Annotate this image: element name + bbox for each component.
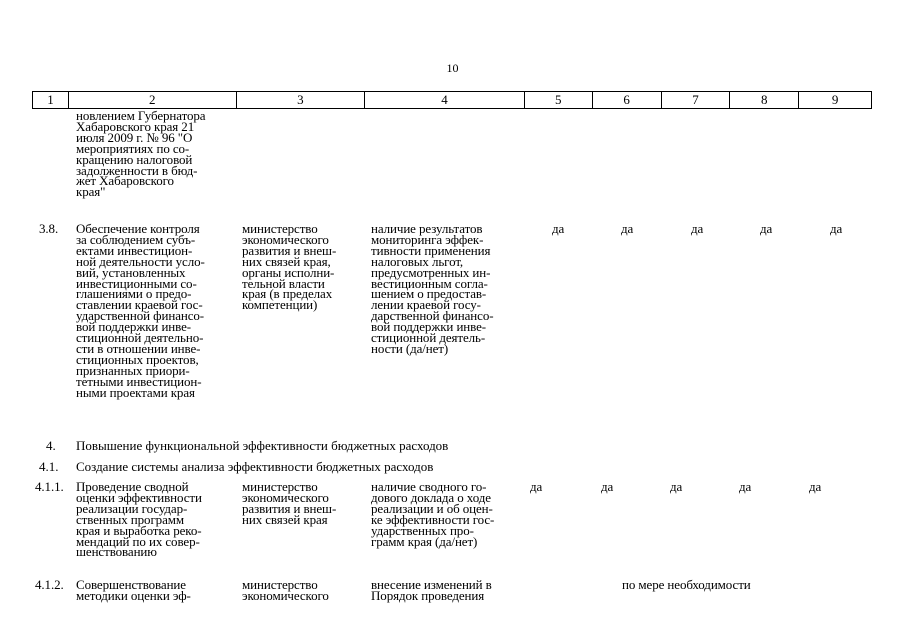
- row-4-1-1-responsible: министерство экономического развития и внеш- них связей края: [242, 479, 337, 527]
- row-3-8-description: Обеспечение контроля за соблюдением субъ- ектами инвестицион- ной деятельности усло- вий, установленных инвестиционными со- глашениями о предо- ставлении краевой гос- ударственной финансо- вой поддержки инве- стиционной деятельно- сти в отношении инве- стиционных проектов, признанных приори- тетными инвестицион- ными проектами края: [76, 221, 205, 400]
- row-4-1-2-span-note: по мере необходимости: [622, 577, 751, 592]
- header-col-8: 8: [730, 92, 799, 108]
- row-4-1-2-indicator: внесение изменений в Порядок проведения: [371, 577, 492, 603]
- row-3-8-value-col5: да: [552, 221, 565, 236]
- continued-row-description: новлением Губернатора Хабаровского края 21 июля 2009 г. № 96 "О мероприятиях по со- кращению налоговой задолженности в бюд- жет Хабаровского края": [76, 108, 206, 200]
- row-4-1-2-responsible: министерство экономического: [242, 577, 329, 603]
- row-4-1-1-value-col5: да: [530, 479, 543, 494]
- header-col-1: 1: [33, 92, 69, 108]
- row-3-8-value-col9: да: [830, 221, 843, 236]
- header-col-6: 6: [593, 92, 662, 108]
- header-col-4: 4: [365, 92, 525, 108]
- table-header-row: [32, 91, 872, 109]
- row-3-8-value-col6: да: [621, 221, 634, 236]
- section-4-title: Повышение функциональной эффективности бюджетных расходов: [76, 438, 449, 453]
- header-col-9: 9: [831, 92, 839, 107]
- section-4-number: 4.: [46, 438, 56, 453]
- row-4-1-1-value-col7: да: [670, 479, 683, 494]
- page-number: 10: [446, 61, 459, 75]
- row-4-1-2-description: Совершенствование методики оценки эф-: [76, 577, 191, 603]
- header-col-5: 5: [525, 92, 593, 108]
- row-4-1-1-description: Проведение сводной оценки эффективности реализации государ- ственных программ края и выработка реко- мендаций по их совер- шенствованию: [76, 479, 202, 560]
- row-4-1-1-value-col6: да: [601, 479, 614, 494]
- header-col-3: 3: [237, 92, 366, 108]
- header-col-2: 2: [69, 92, 237, 108]
- row-4-1-1-indicator: наличие сводного го- дового доклада о ходе реализации и об оцен- ке эффективности гос- ударственных про- грамм края (да/нет): [371, 479, 495, 549]
- header-col-7: 7: [662, 92, 731, 108]
- row-4-1-1-value-col8: да: [739, 479, 752, 494]
- row-4-1-2-number: 4.1.2.: [35, 577, 64, 592]
- row-4-1-1-number: 4.1.1.: [35, 479, 64, 494]
- row-3-8-responsible: министерство экономического развития и внеш- них связей края, органы исполни- тельной власти края (в пределах компетенции): [242, 221, 337, 313]
- row-4-1-1-value-col9: да: [809, 479, 822, 494]
- row-3-8-value-col8: да: [760, 221, 773, 236]
- section-4-1-title: Создание системы анализа эффективности бюджетных расходов: [76, 459, 434, 474]
- row-3-8-number: 3.8.: [39, 221, 59, 236]
- row-3-8-value-col7: да: [691, 221, 704, 236]
- section-4-1-number: 4.1.: [39, 459, 59, 474]
- row-3-8-indicator: наличие результатов мониторинга эффек- тивности применения налоговых льгот, предусмотренных ин- вестиционным согла- шением о предостав- лении краевой госу- дарственной финансо- вой поддержки инве- стиционной деятель- ности (да/нет): [371, 221, 494, 356]
